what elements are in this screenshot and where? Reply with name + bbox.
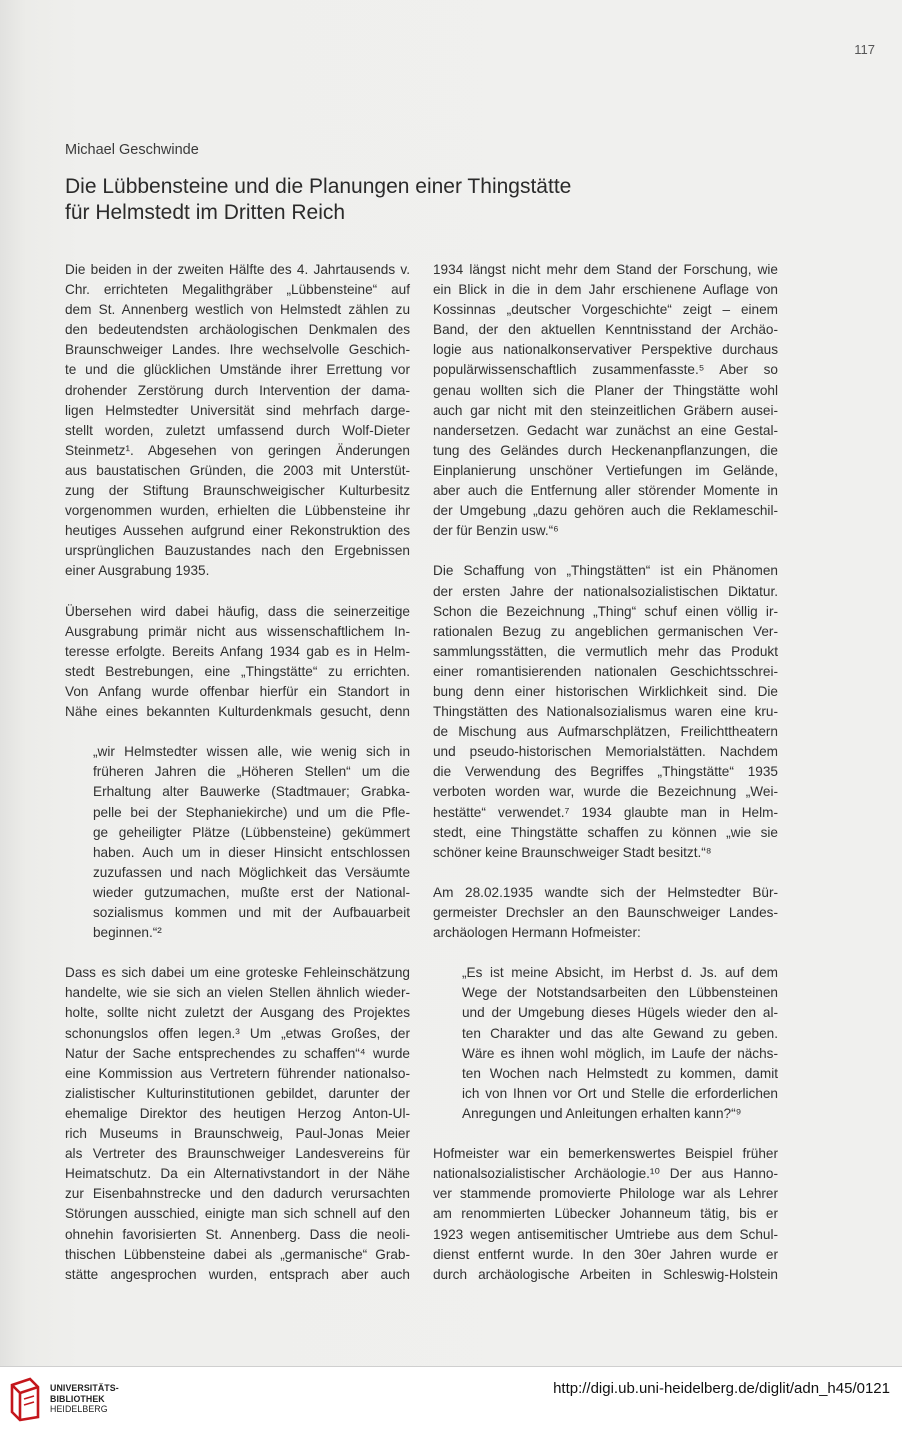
text-line: einer romantisierenden nationalen Geschichtsschrei- (433, 663, 778, 679)
text-line: dem St. Annenberg westlich von Helmstedt zählen zu (65, 302, 410, 318)
text-line: populärwissenschaftlich zusammenfasste.⁵ Aber so (433, 362, 778, 378)
paragraph (433, 260, 778, 541)
article-author: Michael Geschwinde (65, 142, 199, 158)
digitization-footer (0, 1366, 902, 1432)
text-line: Erhaltung alter Bauwerke (Stadtmauer; Grabka- (93, 784, 410, 800)
text-line: ge geheiligter Plätze (Lübbensteine) gekümmert (93, 824, 410, 840)
text-line: ursprünglichen Bauzustandes nach den Ergebnissen (65, 543, 410, 559)
text-line: genau wollten sich die Planer der Thingstätte wohl (433, 382, 778, 398)
text-line: rich Museums in Braunschweig, Paul-Jonas Meier (65, 1126, 410, 1142)
ub-heidelberg-logo-icon (8, 1376, 42, 1422)
text-line: tung des Geländes durch Heckenanpflanzungen, die (433, 442, 778, 458)
text-line: und der Umgebung dieses Hügels wieder den al- (462, 1005, 778, 1021)
library-logo-text (50, 1383, 119, 1415)
text-line: „Es ist meine Absicht, im Herbst d. Js. auf dem (462, 965, 778, 981)
paragraph (65, 260, 410, 582)
text-line: 1923 wegen antisemitischer Umtriebe aus dem Schul- (433, 1226, 778, 1242)
text-line: Übersehen wird dabei häufig, dass die seinerzeitige (65, 603, 410, 619)
text-line: Die beiden in der zweiten Hälfte des 4. Jahrtausends v. (65, 262, 410, 277)
paragraph (65, 963, 410, 1285)
text-line: drohender Zerstörung durch Intervention der dama- (65, 382, 410, 398)
text-line: eine Kommission aus Vertretern führender nationalso- (65, 1065, 410, 1081)
permalink-url: http://digi.ub.uni-heidelberg.de/diglit/adn_h45/0121 (553, 1380, 890, 1397)
text-line: Am 28.02.1935 wandte sich der Helmstedter Bür- (433, 884, 778, 900)
text-line: Band, der den aktuellen Kenntnisstand der Archäo- (433, 322, 778, 338)
text-line: Heimatschutz. Da ein Alternativstandort in der Nähe (65, 1166, 410, 1182)
title-line: für Helmstedt im Dritten Reich (65, 201, 346, 224)
text-line: am renommierten Lübecker Johanneum tätig, bis er (433, 1206, 778, 1222)
text-line: teresse erfolgte. Bereits Anfang 1934 gab es in Helm- (65, 643, 410, 659)
text-line: zuzufassen und nach Möglichkeit das Versäumte (93, 864, 410, 880)
text-line: der ersten Jahre der nationalsozialistischen Diktatur. (433, 583, 778, 599)
text-line: schonungslos offen legen.³ Um „etwas Großes, der (65, 1025, 410, 1041)
text-line: Chr. errichteten Megalithgräber „Lübbensteine“ auf (65, 282, 410, 298)
text-line: te und die glücklichen Umstände ihrer Errettung vor (65, 362, 410, 378)
text-line: de Mischung aus Aufmarschplätzen, Freilichttheatern (433, 724, 778, 740)
text-line: rationalen Bezug zu angeblichen germanischen Ver- (433, 623, 778, 639)
text-line: archäologen Hermann Hofmeister: (433, 925, 641, 941)
text-line: der Umgebung „dazu gehören auch die Reklameschil- (433, 503, 778, 519)
text-line: den bedeutendsten archäologischen Denkmalen des (65, 322, 410, 338)
text-line: die Verwendung des Begriffes „Thingstätte“ 1935 (433, 764, 778, 780)
text-line: aus baustatischen Gründen, die 2003 mit Unterstüt- (65, 462, 410, 478)
paragraph (433, 883, 778, 943)
text-line: der für Benzin usw.“⁶ (433, 523, 559, 539)
text-line: heutiges Aussehen aufgrund einer Rekonstruktion des (65, 523, 410, 539)
block-quote (462, 963, 778, 1124)
text-line: aber auch die Entfernung aller störender Momente in (433, 483, 778, 499)
text-line: Kossinnas „deutscher Vorgeschichte“ zeigt – einem (433, 302, 778, 318)
text-line: sammlungsstätten, die vermutlich mehr das Produkt (433, 643, 778, 659)
text-line: vorgenommen wurden, erhielten die Lübbensteine ihr (65, 503, 410, 519)
text-line: logie aus nationalkonservativer Perspektive durchaus (433, 342, 778, 358)
text-line: Natur der Sache entsprechendes zu schaffen“⁴ wurde (65, 1045, 410, 1061)
text-line: 1934 längst nicht mehr dem Stand der Forschung, wie (433, 262, 778, 277)
text-line: dienst entfernt wurde. In den 30er Jahren wurde er (433, 1246, 778, 1262)
text-line: beginnen.“² (93, 925, 162, 941)
block-quote (93, 742, 410, 943)
text-line: stellt worden, zuletzt umfassend durch Wolf-Dieter (65, 422, 410, 438)
page-number: 117 (854, 42, 875, 57)
text-line: hestätte“ verwendet.⁷ 1934 glaubte man in Helm- (433, 804, 778, 820)
text-line: bung denn einer historischen Wirklichkeit sind. Die (433, 683, 778, 699)
text-line: einer Ausgrabung 1935. (65, 563, 210, 579)
text-line: schöner keine Braunschweiger Stadt besitzt.“⁸ (433, 844, 712, 860)
article-title (65, 174, 571, 226)
text-line: Störungen ausschied, einigte man sich schnell auf den (65, 1206, 410, 1222)
text-line: ich von Ihnen vor Ort und Stelle die erforderlichen (462, 1085, 778, 1101)
left-column (65, 260, 410, 1285)
text-line: germeister Drechsler an den Baunschweiger Landes- (433, 905, 778, 920)
text-line: Hofmeister war ein bemerkenswertes Beispiel früher (433, 1146, 778, 1162)
text-line: ein Blick in die in dem Jahr erschienene Auflage von (433, 282, 778, 298)
text-line: ten Wochen nach Helmstedt zu kommen, damit (462, 1065, 778, 1081)
text-line: ehemalige Direktor des heutigen Herzog Anton-Ul- (65, 1105, 410, 1121)
text-line: holte, sollte nicht zuletzt der Ausgang des Projektes (65, 1005, 410, 1021)
paragraph (433, 1144, 778, 1285)
text-line: nandersetzen. Gedacht war zunächst an eine Gestal- (433, 422, 778, 438)
text-line: früheren Jahren die „Höheren Stellen“ um die (93, 764, 410, 780)
right-column (433, 260, 778, 1285)
text-line: Braunschweiger Landes. Ihre wechselvolle Geschich- (65, 342, 410, 358)
text-line: Wäre es ihnen wohl möglich, im Laufe der nächs- (462, 1045, 778, 1061)
text-line: zung der Stiftung Braunschweigischer Kulturbesitz (65, 483, 410, 499)
text-line: als Vertreter des Braunschweiger Landesvereins für (65, 1146, 410, 1162)
logo-text-line: BIBLIOTHEK (50, 1393, 105, 1404)
text-line: zur Eisenbahnstrecke und den dadurch verursachten (65, 1186, 410, 1202)
paragraph (65, 602, 410, 723)
text-line: nationalsozialistischer Archäologie.¹⁰ Der aus Hanno- (433, 1166, 778, 1182)
text-line: zialistischer Kulturinstitutionen gebildet, darunter der (65, 1085, 410, 1101)
text-line: handelte, wie sie sich an vielen Stellen ähnlich wieder- (65, 985, 410, 1001)
text-line: stätte angesprochen wurden, entsprach aber auch (65, 1266, 410, 1282)
text-line: Die Schaffung von „Thingstätten“ ist ein Phänomen (433, 563, 778, 579)
text-line: Steinmetz¹. Abgesehen von geringen Änderungen (65, 442, 410, 458)
text-line: Anregungen und Anleitungen erhalten kann?“⁹ (462, 1105, 742, 1121)
text-line: ten Charakter und das alte Gewand zu geben. (462, 1025, 778, 1041)
logo-text-line: HEIDELBERG (50, 1404, 108, 1414)
text-line: und pseudo-historischen Memorialstätten. Nachdem (433, 744, 778, 760)
text-line: Dass es sich dabei um eine groteske Fehleinschätzung (65, 965, 410, 981)
text-line: stedt, eine Thingstätte schaffen zu können „wie sie (433, 824, 778, 840)
text-line: durch archäologische Arbeiten in Schleswig-Holstein (433, 1266, 778, 1282)
text-line: „wir Helmstedter wissen alle, wie wenig sich in (93, 744, 410, 760)
text-line: Einplanierung unschöner Vertiefungen im Gelände, (433, 462, 778, 478)
text-line: Schon die Bezeichnung „Thing“ schuf einen völlig ir- (433, 603, 778, 619)
text-line: pelle bei der Stephaniekirche) und um die Pfle- (93, 804, 410, 820)
text-line: wieder gutzumachen, mußte erst der National- (93, 884, 410, 900)
text-line: Wege der Notstandsarbeiten den Lübbensteinen (462, 985, 778, 1001)
text-line: ligen Helmstedter Universität sind mehrfach darge- (65, 402, 410, 418)
text-line: thischen Lübbensteine dabei als „germanische“ Grab- (65, 1246, 410, 1262)
paragraph (433, 561, 778, 862)
text-line: verboten worden war, wurde die Bezeichnung „Wei- (433, 784, 778, 800)
text-line: ohnehin favorisierten St. Annenberg. Dass die neoli- (65, 1226, 410, 1242)
text-line: Nähe eines bekannten Kulturdenkmals gesucht, denn (65, 704, 410, 720)
text-line: sozialismus kommen und mit der Aufbauarbeit (93, 905, 410, 920)
text-line: Von Anfang wurde offenbar hierfür ein Standort in (65, 683, 410, 699)
text-line: Thingstätten des Nationalsozialismus waren eine kru- (433, 704, 778, 720)
text-line: ver stammende promovierte Philologe war als Lehrer (433, 1186, 778, 1202)
title-line: Die Lübbensteine und die Planungen einer Thingstätte (65, 175, 572, 198)
text-line: stedt Bestrebungen, eine „Thingstätte“ zu errichten. (65, 663, 410, 679)
text-line: haben. Auch um in dieser Hinsicht entschlossen (93, 844, 410, 860)
logo-text-line: UNIVERSITÄTS- (50, 1383, 119, 1393)
text-line: Ausgrabung primär nicht aus wissenschaftlichem In- (65, 623, 410, 639)
text-line: auch gar nicht mit den steinzeitlichen Gräbern ausei- (433, 402, 778, 418)
